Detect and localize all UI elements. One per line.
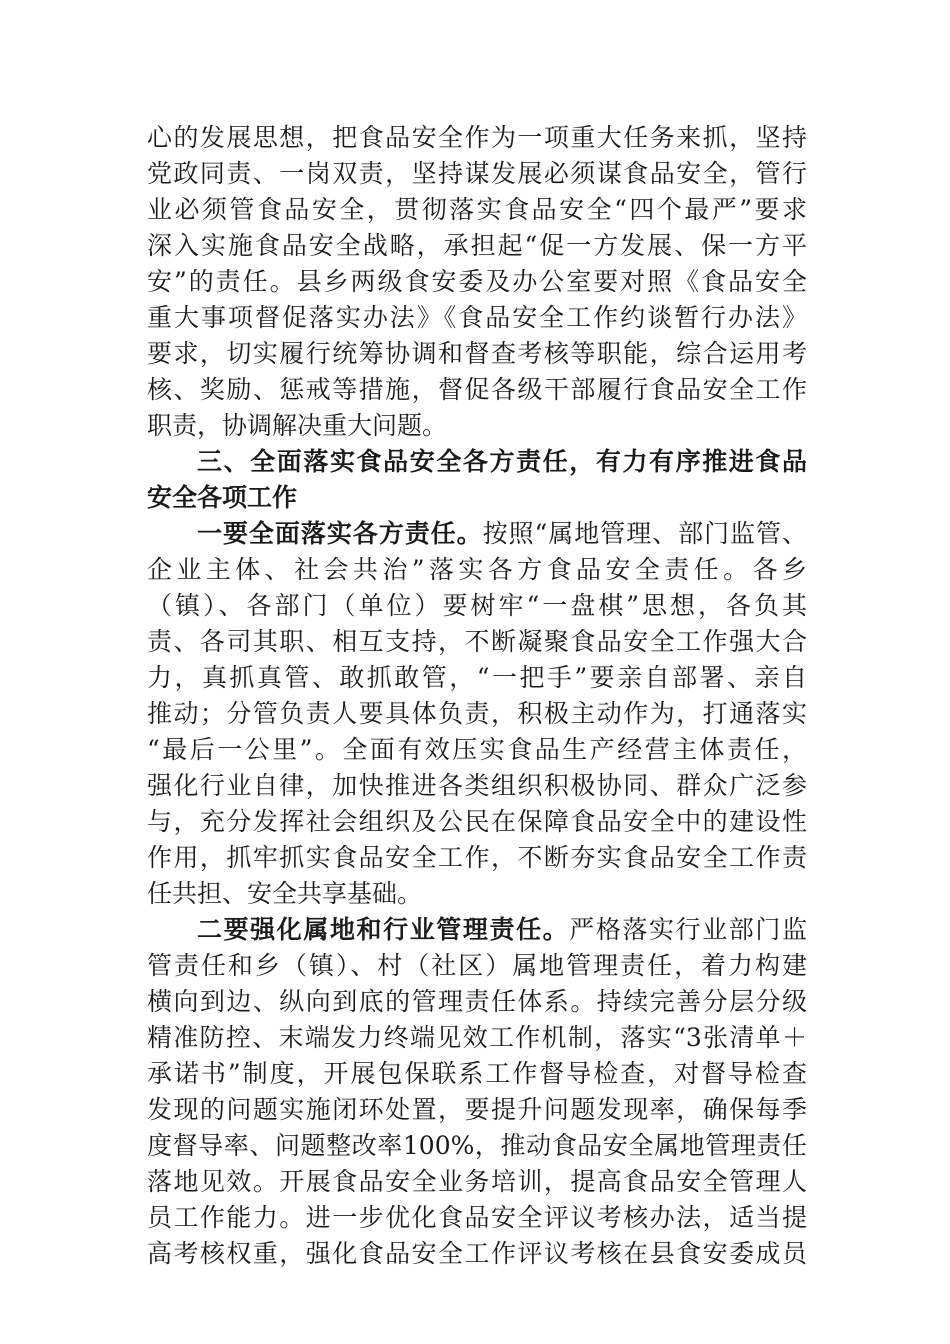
text-line: 企业主体、社会共治”落实各方食品安全责任。各乡 xyxy=(147,555,807,584)
text-line: “最后一公里”。全面有效压实食品生产经营主体责任， xyxy=(147,735,807,764)
text-line: 重大事项督促落实办法》《食品安全工作约谈暂行办法》 xyxy=(147,303,807,332)
text-line: 管责任和乡（镇）、村（社区）属地管理责任，着力构建 xyxy=(147,951,807,980)
text-line: 与，充分发挥社会组织及公民在保障食品安全中的建设性 xyxy=(147,807,807,836)
text-line: 作用，抓牢抓实食品安全工作，不断夯实食品安全工作责 xyxy=(147,843,807,872)
text-line: 核、奖励、惩戒等措施，督促各级干部履行食品安全工作 xyxy=(147,375,807,404)
text-line: 度督导率、问题整改率100%，推动食品安全属地管理责任 xyxy=(147,1131,807,1160)
text-line: 高考核权重，强化食品安全工作评议考核在县食安委成员 xyxy=(147,1239,807,1268)
text-line: 精准防控、末端发力终端见效工作机制，落实“3张清单＋ xyxy=(147,1023,807,1052)
text-line: 强化行业自律，加快推进各类组织积极协同、群众广泛参 xyxy=(147,771,807,800)
text-span: 严格落实行业部门监 xyxy=(569,915,807,944)
heading-line: 三、全面落实食品安全各方责任，有力有序推进食品 xyxy=(197,447,807,476)
paragraph-lead: 二要强化属地和行业管理责任。 xyxy=(197,915,570,944)
text-line: 职责，协调解决重大问题。 xyxy=(147,411,448,440)
text-line: 员工作能力。进一步优化食品安全评议考核办法，适当提 xyxy=(147,1203,807,1232)
text-line: 力，真抓真管、敢抓敢管，“一把手”要亲自部署、亲自 xyxy=(147,663,807,692)
paragraph-lead: 一要全面落实各方责任。 xyxy=(197,519,483,548)
text-line: 发现的问题实施闭环处置，要提升问题发现率，确保每季 xyxy=(147,1095,807,1124)
text-line: 心的发展思想，把食品安全作为一项重大任务来抓，坚持 xyxy=(147,123,807,152)
text-line: 业必须管食品安全，贯彻落实食品安全“四个最严”要求 xyxy=(147,195,807,224)
text-span: 按照“属地管理、部门监管、 xyxy=(482,519,807,548)
text-line: 责、各司其职、相互支持，不断凝聚食品安全工作强大合 xyxy=(147,627,807,656)
text-line: 任共担、安全共享基础。 xyxy=(147,879,423,908)
text-line: 安”的责任。县乡两级食安委及办公室要对照《食品安全 xyxy=(147,267,807,296)
text-line: （镇）、各部门（单位）要树牢“一盘棋”思想，各负其 xyxy=(147,591,807,620)
heading-line: 安全各项工作 xyxy=(147,483,298,512)
text-line: 横向到边、纵向到底的管理责任体系。持续完善分层分级 xyxy=(147,987,807,1016)
text-line: 深入实施食品安全战略，承担起“促一方发展、保一方平 xyxy=(147,231,807,260)
text-line: 党政同责、一岗双责，坚持谋发展必须谋食品安全，管行 xyxy=(147,159,807,188)
text-line: 推动；分管负责人要具体负责，积极主动作为，打通落实 xyxy=(147,699,807,728)
text-line xyxy=(197,516,807,552)
text-line: 要求，切实履行统筹协调和督查考核等职能，综合运用考 xyxy=(147,339,807,368)
text-line: 承诺书”制度，开展包保联系工作督导检查，对督导检查 xyxy=(147,1059,807,1088)
text-line: 落地见效。开展食品安全业务培训，提高食品安全管理人 xyxy=(147,1167,807,1196)
text-line xyxy=(197,912,807,948)
